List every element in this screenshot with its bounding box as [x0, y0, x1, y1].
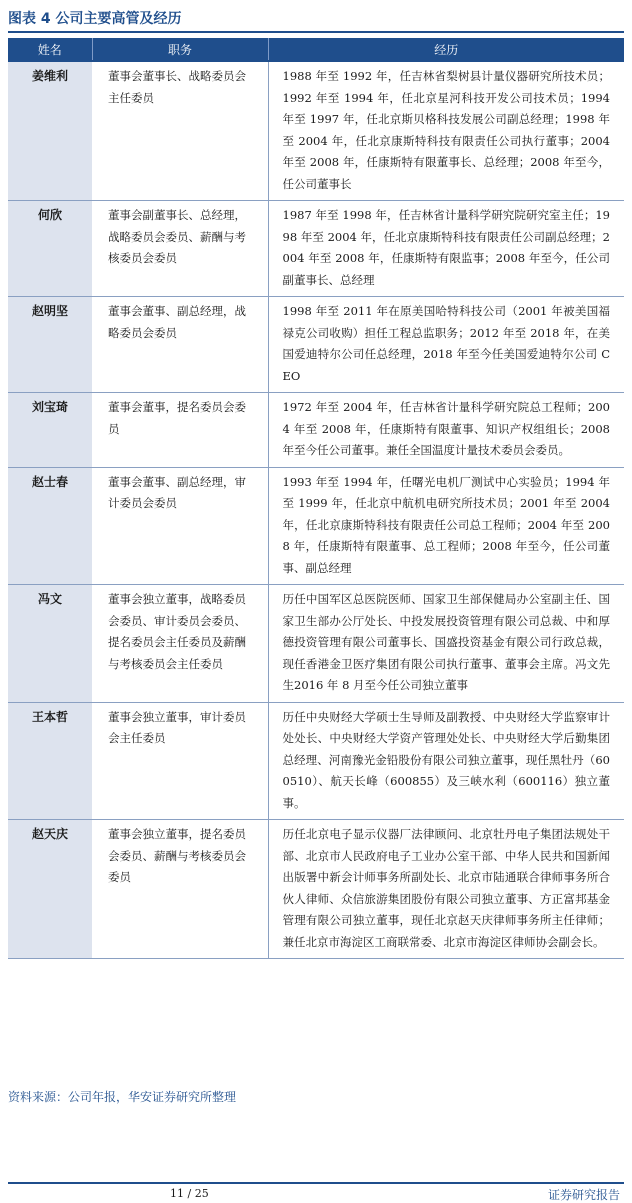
- header-role: 职务: [92, 38, 268, 61]
- table-row: [8, 820, 624, 959]
- table-row: [8, 702, 624, 820]
- table-row: [8, 467, 624, 585]
- executive-experience: 历任中央财经大学硕士生导师及副教授、中央财经大学监察审计处处长、中央财经大学资产管理处处长、中央财经大学后勤集团总经理、河南豫光金铅股份有限公司独立董事，现任黑牡丹（600510）、航天长峰（600855）及三峡水利（600116）独立董事。: [268, 702, 624, 820]
- executive-role: 董事会独立董事，审计委员会主任委员: [92, 702, 268, 820]
- source-note: 资料来源：公司年报，华安证券研究所整理: [8, 1090, 237, 1104]
- executive-name: 刘宝琦: [8, 393, 92, 468]
- executive-experience: 1998 年至 2011 年在原美国哈特科技公司（2001 年被美国福禄克公司收购）担任工程总监职务；2012 年至 2018 年，在美国爱迪特尔公司任总经理，2018 年至今任美国爱迪特尔公司 CEO: [268, 297, 624, 393]
- executive-experience: 历任北京电子显示仪器厂法律顾问、北京牡丹电子集团法规处干部、北京市人民政府电子工业办公室干部、中华人民共和国新闻出版署中新会计师事务所副处长、北京市陆通联合律师事务所合伙人律师、众信旅游集团股份有限公司独立董事、方正富邦基金管理有限公司独立董事，现任北京赵天庆律师事务所主任律师；兼任北京市海淀区工商联常委、北京市海淀区律师协会副会长。: [268, 820, 624, 959]
- page-number: 11 / 25: [170, 1187, 209, 1200]
- executive-role: 董事会副董事长、总经理，战略委员会委员、薪酬与考核委员会委员: [92, 201, 268, 297]
- figure-title: 图表 4 公司主要高管及经历: [8, 11, 182, 27]
- table-row: [8, 585, 624, 703]
- report-type-label: 证券研究报告: [547, 1188, 620, 1202]
- table-header-row: [8, 38, 624, 61]
- title-divider: [8, 31, 624, 33]
- executive-name: 赵士春: [8, 467, 92, 585]
- executive-name: 赵天庆: [8, 820, 92, 959]
- executive-role: 董事会董事、副总经理，审计委员会委员: [92, 467, 268, 585]
- executives-table: [8, 38, 624, 959]
- executive-role: 董事会董事，提名委员会委员: [92, 393, 268, 468]
- executive-experience: 1988 年至 1992 年，任吉林省梨树县计量仪器研究所技术员；1992 年至 1994 年，任北京星河科技开发公司技术员；1994 年至 1997 年，任北京斯贝格科技发展公司副总经理；1998 年至 2004 年，任北京康斯特科技有限责任公司执行董事；2004 年至 2008 年，任康斯特有限董事长、总经理；2008 年至今，任公司董事长: [268, 61, 624, 201]
- executive-role: 董事会独立董事，战略委员会委员、审计委员会委员、提名委员会主任委员及薪酬与考核委员会主任委员: [92, 585, 268, 703]
- header-name: 姓名: [8, 38, 92, 61]
- executive-name: 何欣: [8, 201, 92, 297]
- executive-role: 董事会董事、副总经理，战略委员会委员: [92, 297, 268, 393]
- table-row: [8, 393, 624, 468]
- footer-divider: [8, 1182, 624, 1184]
- executive-role: 董事会董事长、战略委员会主任委员: [92, 61, 268, 201]
- table-row: [8, 297, 624, 393]
- executive-name: 冯文: [8, 585, 92, 703]
- executive-experience: 历任中国军区总医院医师、国家卫生部保健局办公室副主任、国家卫生部办公厅处长、中投发展投资管理有限公司总裁、中和厚德投资管理有限公司董事长、国盛投资基金有限公司行政总裁，现任香港金卫医疗集团有限公司执行董事、董事会主席。冯文先生2016 年 8 月至今任公司独立董事: [268, 585, 624, 703]
- executive-name: 王本哲: [8, 702, 92, 820]
- executive-name: 赵明坚: [8, 297, 92, 393]
- executive-experience: 1972 年至 2004 年，任吉林省计量科学研究院总工程师；2004 年至 2008 年，任康斯特有限董事、知识产权组组长；2008 年至今任公司董事。兼任全国温度计量技术委员会委员。: [268, 393, 624, 468]
- table-row: [8, 61, 624, 201]
- executive-role: 董事会独立董事，提名委员会委员、薪酬与考核委员会委员: [92, 820, 268, 959]
- executive-experience: 1993 年至 1994 年，任曙光电机厂测试中心实验员；1994 年至 1999 年，任北京中航机电研究所技术员；2001 年至 2004 年，任北京康斯特科技有限责任公司总工程师；2004 年至 2008 年，任康斯特有限董事、总工程师；2008 年至今，任公司董事、副总经理: [268, 467, 624, 585]
- table-row: [8, 201, 624, 297]
- executive-name: 姜维利: [8, 61, 92, 201]
- header-experience: 经历: [268, 38, 624, 61]
- executive-experience: 1987 年至 1998 年，任吉林省计量科学研究院研究室主任；1998 年至 2004 年，任北京康斯特科技有限责任公司副总经理；2004 年至 2008 年，任康斯特有限监事；2008 年至今，任公司副董事长、总经理: [268, 201, 624, 297]
